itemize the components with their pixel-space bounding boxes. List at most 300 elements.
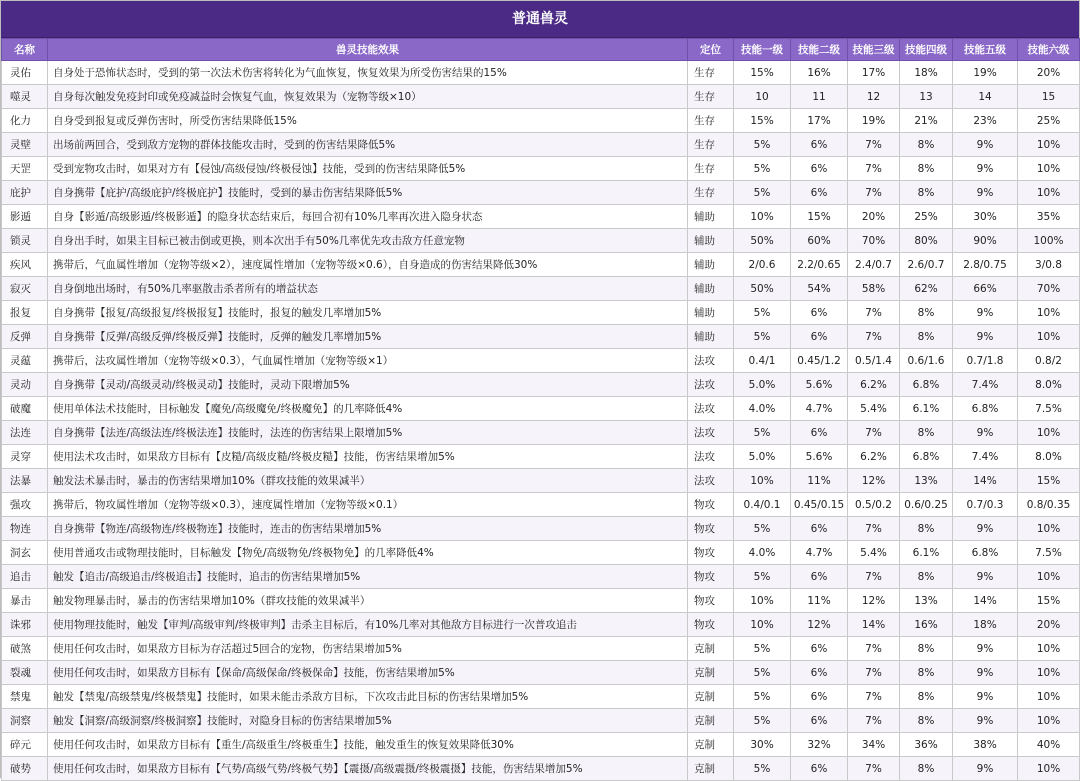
skill-name-cell: 反弹 (2, 325, 48, 349)
table-row (2, 613, 1080, 637)
skill-name-cell: 禁鬼 (2, 685, 48, 709)
level-3-cell: 2.4/0.7 (848, 253, 900, 277)
level-1-cell: 50% (734, 229, 791, 253)
skill-effect-cell: 出场前两回合，受到敌方宠物的群体技能攻击时，受到的伤害结果降低5% (48, 133, 688, 157)
level-3-cell: 20% (848, 205, 900, 229)
level-2-cell: 6% (791, 661, 848, 685)
table-row (2, 517, 1080, 541)
level-5-cell: 7.4% (953, 445, 1018, 469)
skill-effect-cell: 自身处于恐怖状态时，受到的第一次法术伤害将转化为气血恢复，恢复效果为所受伤害结果的15% (48, 61, 688, 85)
level-4-cell: 21% (900, 109, 953, 133)
level-4-cell: 6.8% (900, 445, 953, 469)
level-6-cell: 10% (1018, 565, 1080, 589)
skill-name-cell: 灵穿 (2, 445, 48, 469)
level-5-cell: 0.7/0.3 (953, 493, 1018, 517)
level-3-cell: 7% (848, 517, 900, 541)
skill-position-cell: 生存 (688, 181, 734, 205)
level-6-cell: 10% (1018, 301, 1080, 325)
skill-position-cell: 克制 (688, 709, 734, 733)
table-row (2, 229, 1080, 253)
skill-table (1, 38, 1080, 781)
skill-name-cell: 法暴 (2, 469, 48, 493)
skill-effect-cell: 自身携带【物连/高级物连/终极物连】技能时，连击的伤害结果增加5% (48, 517, 688, 541)
level-4-cell: 18% (900, 61, 953, 85)
skill-effect-cell: 携带后，气血属性增加（宠物等级×2），速度属性增加（宠物等级×0.6），自身造成的伤害结果降低30% (48, 253, 688, 277)
level-6-cell: 0.8/2 (1018, 349, 1080, 373)
level-3-cell: 12% (848, 589, 900, 613)
level-4-cell: 6.8% (900, 373, 953, 397)
level-5-cell: 0.7/1.8 (953, 349, 1018, 373)
level-2-cell: 0.45/0.15 (791, 493, 848, 517)
level-2-cell: 11% (791, 589, 848, 613)
level-1-cell: 15% (734, 61, 791, 85)
level-3-cell: 12 (848, 85, 900, 109)
level-2-cell: 6% (791, 637, 848, 661)
level-4-cell: 8% (900, 757, 953, 781)
skill-name-cell: 诛邪 (2, 613, 48, 637)
skill-name-cell: 灵壁 (2, 133, 48, 157)
level-5-cell: 18% (953, 613, 1018, 637)
skill-effect-cell: 触发物理暴击时，暴击的伤害结果增加10%（群攻技能的效果减半） (48, 589, 688, 613)
level-6-cell: 10% (1018, 325, 1080, 349)
table-row (2, 397, 1080, 421)
level-5-cell: 6.8% (953, 541, 1018, 565)
level-1-cell: 15% (734, 109, 791, 133)
skill-position-cell: 法攻 (688, 397, 734, 421)
level-4-cell: 62% (900, 277, 953, 301)
skill-name-cell: 破魔 (2, 397, 48, 421)
level-4-cell: 6.1% (900, 541, 953, 565)
level-2-cell: 16% (791, 61, 848, 85)
skill-position-cell: 生存 (688, 157, 734, 181)
level-6-cell: 20% (1018, 613, 1080, 637)
level-6-cell: 35% (1018, 205, 1080, 229)
skill-position-cell: 克制 (688, 685, 734, 709)
table-row (2, 61, 1080, 85)
skill-position-cell: 法攻 (688, 349, 734, 373)
level-6-cell: 40% (1018, 733, 1080, 757)
level-6-cell: 70% (1018, 277, 1080, 301)
skill-effect-cell: 触发法术暴击时，暴击的伤害结果增加10%（群攻技能的效果减半） (48, 469, 688, 493)
skill-effect-cell: 自身携带【庇护/高级庇护/终极庇护】技能时，受到的暴击伤害结果降低5% (48, 181, 688, 205)
table-row (2, 205, 1080, 229)
level-2-cell: 6% (791, 133, 848, 157)
level-4-cell: 80% (900, 229, 953, 253)
level-1-cell: 5% (734, 757, 791, 781)
level-5-cell: 9% (953, 421, 1018, 445)
level-3-cell: 7% (848, 565, 900, 589)
level-6-cell: 15% (1018, 589, 1080, 613)
level-6-cell: 10% (1018, 157, 1080, 181)
level-6-cell: 20% (1018, 61, 1080, 85)
level-1-cell: 5% (734, 565, 791, 589)
table-row (2, 757, 1080, 781)
skill-effect-cell: 使用任何攻击时，如果敌方目标有【保命/高级保命/终极保命】技能，伤害结果增加5% (48, 661, 688, 685)
level-5-cell: 23% (953, 109, 1018, 133)
level-2-cell: 6% (791, 565, 848, 589)
level-2-cell: 6% (791, 325, 848, 349)
level-6-cell: 10% (1018, 181, 1080, 205)
skill-position-cell: 物攻 (688, 541, 734, 565)
skill-position-cell: 辅助 (688, 301, 734, 325)
level-1-cell: 10% (734, 205, 791, 229)
skill-position-cell: 生存 (688, 133, 734, 157)
skill-effect-cell: 使用任何攻击时，如果敌方目标为存活超过5回合的宠物，伤害结果增加5% (48, 637, 688, 661)
level-4-cell: 8% (900, 301, 953, 325)
level-5-cell: 7.4% (953, 373, 1018, 397)
level-3-cell: 7% (848, 709, 900, 733)
level-5-cell: 9% (953, 661, 1018, 685)
level-5-cell: 14% (953, 469, 1018, 493)
skill-effect-cell: 使用任何攻击时，如果敌方目标有【重生/高级重生/终极重生】技能，触发重生的恢复效果降低30% (48, 733, 688, 757)
table-row (2, 685, 1080, 709)
table-row (2, 325, 1080, 349)
skill-effect-cell: 自身倒地出场时，有50%几率驱散击杀者所有的增益状态 (48, 277, 688, 301)
skill-name-cell: 锁灵 (2, 229, 48, 253)
level-2-cell: 6% (791, 157, 848, 181)
level-3-cell: 7% (848, 133, 900, 157)
level-2-cell: 5.6% (791, 373, 848, 397)
level-2-cell: 54% (791, 277, 848, 301)
level-2-cell: 11 (791, 85, 848, 109)
level-1-cell: 10% (734, 613, 791, 637)
skill-name-cell: 灵蕴 (2, 349, 48, 373)
skill-effect-cell: 使用单体法术技能时，目标触发【魔免/高级魔免/终极魔免】的几率降低4% (48, 397, 688, 421)
level-3-cell: 7% (848, 757, 900, 781)
skill-name-cell: 碎元 (2, 733, 48, 757)
level-6-cell: 7.5% (1018, 397, 1080, 421)
level-4-cell: 16% (900, 613, 953, 637)
table-row (2, 157, 1080, 181)
level-4-cell: 8% (900, 157, 953, 181)
skill-name-cell: 化力 (2, 109, 48, 133)
header-effect: 兽灵技能效果 (48, 39, 688, 61)
table-row (2, 85, 1080, 109)
header-level-5: 技能五级 (953, 39, 1018, 61)
level-4-cell: 8% (900, 181, 953, 205)
table-row (2, 301, 1080, 325)
skill-name-cell: 报复 (2, 301, 48, 325)
table-row (2, 709, 1080, 733)
level-2-cell: 6% (791, 181, 848, 205)
level-5-cell: 6.8% (953, 397, 1018, 421)
level-1-cell: 5% (734, 685, 791, 709)
level-1-cell: 30% (734, 733, 791, 757)
skill-position-cell: 物攻 (688, 613, 734, 637)
level-2-cell: 6% (791, 685, 848, 709)
skill-effect-cell: 携带后，法攻属性增加（宠物等级×0.3），气血属性增加（宠物等级×1） (48, 349, 688, 373)
table-row (2, 541, 1080, 565)
skill-position-cell: 法攻 (688, 469, 734, 493)
skill-name-cell: 庇护 (2, 181, 48, 205)
level-5-cell: 9% (953, 685, 1018, 709)
level-5-cell: 14% (953, 589, 1018, 613)
level-2-cell: 12% (791, 613, 848, 637)
level-5-cell: 66% (953, 277, 1018, 301)
table-row (2, 109, 1080, 133)
skill-name-cell: 灵佑 (2, 61, 48, 85)
level-3-cell: 7% (848, 685, 900, 709)
table-row (2, 589, 1080, 613)
skill-name-cell: 天罡 (2, 157, 48, 181)
skill-effect-cell: 自身每次触发免疫封印或免疫减益时会恢复气血，恢复效果为（宠物等级×10） (48, 85, 688, 109)
level-3-cell: 5.4% (848, 397, 900, 421)
level-1-cell: 5% (734, 325, 791, 349)
table-row (2, 253, 1080, 277)
level-2-cell: 60% (791, 229, 848, 253)
level-6-cell: 8.0% (1018, 373, 1080, 397)
level-6-cell: 10% (1018, 517, 1080, 541)
level-1-cell: 2/0.6 (734, 253, 791, 277)
skill-effect-cell: 使用物理技能时，触发【审判/高级审判/终极审判】击杀主目标后，有10%几率对其他敌方目标进行一次普攻追击 (48, 613, 688, 637)
level-4-cell: 8% (900, 133, 953, 157)
level-1-cell: 5% (734, 157, 791, 181)
table-row (2, 373, 1080, 397)
level-6-cell: 10% (1018, 637, 1080, 661)
skill-name-cell: 追击 (2, 565, 48, 589)
level-1-cell: 5% (734, 133, 791, 157)
skill-name-cell: 疾风 (2, 253, 48, 277)
level-2-cell: 32% (791, 733, 848, 757)
level-6-cell: 25% (1018, 109, 1080, 133)
level-2-cell: 17% (791, 109, 848, 133)
level-2-cell: 4.7% (791, 397, 848, 421)
level-4-cell: 8% (900, 325, 953, 349)
level-6-cell: 3/0.8 (1018, 253, 1080, 277)
skill-position-cell: 物攻 (688, 517, 734, 541)
level-5-cell: 9% (953, 565, 1018, 589)
level-3-cell: 19% (848, 109, 900, 133)
level-2-cell: 11% (791, 469, 848, 493)
level-3-cell: 7% (848, 325, 900, 349)
skill-effect-cell: 自身携带【反弹/高级反弹/终极反弹】技能时，反弹的触发几率增加5% (48, 325, 688, 349)
level-5-cell: 90% (953, 229, 1018, 253)
level-2-cell: 0.45/1.2 (791, 349, 848, 373)
level-1-cell: 5% (734, 661, 791, 685)
level-3-cell: 7% (848, 301, 900, 325)
skill-position-cell: 物攻 (688, 565, 734, 589)
level-4-cell: 0.6/1.6 (900, 349, 953, 373)
table-row (2, 421, 1080, 445)
skill-name-cell: 灵动 (2, 373, 48, 397)
level-5-cell: 38% (953, 733, 1018, 757)
skill-position-cell: 生存 (688, 61, 734, 85)
level-4-cell: 8% (900, 421, 953, 445)
skill-name-cell: 强攻 (2, 493, 48, 517)
level-3-cell: 0.5/0.2 (848, 493, 900, 517)
skill-effect-cell: 触发【追击/高级追击/终极追击】技能时，追击的伤害结果增加5% (48, 565, 688, 589)
skill-effect-cell: 自身携带【灵动/高级灵动/终极灵动】技能时，灵动下限增加5% (48, 373, 688, 397)
header-level-3: 技能三级 (848, 39, 900, 61)
level-5-cell: 30% (953, 205, 1018, 229)
level-4-cell: 8% (900, 685, 953, 709)
level-5-cell: 14 (953, 85, 1018, 109)
skill-position-cell: 物攻 (688, 589, 734, 613)
skill-effect-cell: 自身携带【报复/高级报复/终极报复】技能时，报复的触发几率增加5% (48, 301, 688, 325)
table-row (2, 349, 1080, 373)
skill-effect-cell: 自身受到报复或反弹伤害时，所受伤害结果降低15% (48, 109, 688, 133)
level-3-cell: 6.2% (848, 373, 900, 397)
level-6-cell: 10% (1018, 685, 1080, 709)
level-6-cell: 10% (1018, 757, 1080, 781)
header-level-6: 技能六级 (1018, 39, 1080, 61)
level-4-cell: 13% (900, 589, 953, 613)
skill-name-cell: 物连 (2, 517, 48, 541)
skill-position-cell: 克制 (688, 757, 734, 781)
level-4-cell: 0.6/0.25 (900, 493, 953, 517)
skill-position-cell: 辅助 (688, 277, 734, 301)
level-3-cell: 6.2% (848, 445, 900, 469)
level-4-cell: 8% (900, 637, 953, 661)
level-3-cell: 7% (848, 421, 900, 445)
header-name: 名称 (2, 39, 48, 61)
skill-position-cell: 生存 (688, 85, 734, 109)
level-6-cell: 15% (1018, 469, 1080, 493)
skill-position-cell: 法攻 (688, 445, 734, 469)
level-4-cell: 8% (900, 517, 953, 541)
skill-position-cell: 辅助 (688, 205, 734, 229)
level-2-cell: 15% (791, 205, 848, 229)
level-1-cell: 50% (734, 277, 791, 301)
skill-position-cell: 辅助 (688, 325, 734, 349)
table-row (2, 661, 1080, 685)
level-4-cell: 8% (900, 709, 953, 733)
level-3-cell: 70% (848, 229, 900, 253)
level-2-cell: 5.6% (791, 445, 848, 469)
level-3-cell: 34% (848, 733, 900, 757)
level-4-cell: 13% (900, 469, 953, 493)
level-3-cell: 7% (848, 661, 900, 685)
skill-effect-cell: 携带后，物攻属性增加（宠物等级×0.3），速度属性增加（宠物等级×0.1） (48, 493, 688, 517)
skill-effect-cell: 自身【影遁/高级影遁/终极影遁】的隐身状态结束后，每回合初有10%几率再次进入隐身状态 (48, 205, 688, 229)
skill-position-cell: 法攻 (688, 373, 734, 397)
level-1-cell: 5% (734, 709, 791, 733)
skill-name-cell: 暴击 (2, 589, 48, 613)
header-level-4: 技能四级 (900, 39, 953, 61)
table-row (2, 445, 1080, 469)
level-6-cell: 8.0% (1018, 445, 1080, 469)
level-2-cell: 6% (791, 757, 848, 781)
level-4-cell: 6.1% (900, 397, 953, 421)
level-4-cell: 8% (900, 661, 953, 685)
level-3-cell: 7% (848, 157, 900, 181)
table-row (2, 637, 1080, 661)
level-4-cell: 2.6/0.7 (900, 253, 953, 277)
level-5-cell: 9% (953, 301, 1018, 325)
skill-effect-cell: 使用任何攻击时，如果敌方目标有【气势/高级气势/终极气势】【震摄/高级震摄/终极震摄】技能，伤害结果增加5% (48, 757, 688, 781)
table-row (2, 133, 1080, 157)
skill-name-cell: 破势 (2, 757, 48, 781)
skill-name-cell: 法连 (2, 421, 48, 445)
level-1-cell: 4.0% (734, 541, 791, 565)
level-3-cell: 7% (848, 181, 900, 205)
level-1-cell: 0.4/0.1 (734, 493, 791, 517)
table-row (2, 565, 1080, 589)
level-2-cell: 6% (791, 517, 848, 541)
level-6-cell: 100% (1018, 229, 1080, 253)
skill-effect-cell: 使用法术攻击时，如果敌方目标有【皮糙/高级皮糙/终极皮糙】技能，伤害结果增加5% (48, 445, 688, 469)
level-6-cell: 15 (1018, 85, 1080, 109)
level-5-cell: 9% (953, 757, 1018, 781)
level-5-cell: 9% (953, 517, 1018, 541)
level-4-cell: 8% (900, 565, 953, 589)
skill-name-cell: 噬灵 (2, 85, 48, 109)
level-3-cell: 14% (848, 613, 900, 637)
skill-effect-cell: 触发【洞察/高级洞察/终极洞察】技能时，对隐身目标的伤害结果增加5% (48, 709, 688, 733)
skill-position-cell: 辅助 (688, 229, 734, 253)
skill-effect-cell: 触发【禁鬼/高级禁鬼/终极禁鬼】技能时，如果未能击杀敌方目标，下次攻击此目标的伤害结果增加5% (48, 685, 688, 709)
level-1-cell: 5% (734, 517, 791, 541)
header-row (2, 39, 1080, 61)
table-row (2, 277, 1080, 301)
skill-effect-cell: 自身携带【法连/高级法连/终极法连】技能时，法连的伤害结果上限增加5% (48, 421, 688, 445)
skill-position-cell: 法攻 (688, 421, 734, 445)
table-title: 普通兽灵 (1, 1, 1079, 38)
level-6-cell: 7.5% (1018, 541, 1080, 565)
header-level-1: 技能一级 (734, 39, 791, 61)
skill-effect-cell: 受到宠物攻击时，如果对方有【侵蚀/高级侵蚀/终极侵蚀】技能，受到的伤害结果降低5% (48, 157, 688, 181)
level-1-cell: 10% (734, 469, 791, 493)
skill-position-cell: 辅助 (688, 253, 734, 277)
level-5-cell: 9% (953, 709, 1018, 733)
skill-name-cell: 洞玄 (2, 541, 48, 565)
skill-name-cell: 影遁 (2, 205, 48, 229)
level-3-cell: 7% (848, 637, 900, 661)
level-1-cell: 5.0% (734, 373, 791, 397)
level-4-cell: 13 (900, 85, 953, 109)
table-row (2, 733, 1080, 757)
level-2-cell: 6% (791, 421, 848, 445)
skill-effect-cell: 自身出手时，如果主目标已被击倒或更换，则本次出手有50%几率优先攻击敌方任意宠物 (48, 229, 688, 253)
skill-position-cell: 物攻 (688, 493, 734, 517)
level-1-cell: 10 (734, 85, 791, 109)
level-4-cell: 25% (900, 205, 953, 229)
level-5-cell: 19% (953, 61, 1018, 85)
level-3-cell: 5.4% (848, 541, 900, 565)
level-4-cell: 36% (900, 733, 953, 757)
level-2-cell: 2.2/0.65 (791, 253, 848, 277)
header-level-2: 技能二级 (791, 39, 848, 61)
skill-name-cell: 破煞 (2, 637, 48, 661)
level-6-cell: 10% (1018, 421, 1080, 445)
level-5-cell: 9% (953, 637, 1018, 661)
skill-position-cell: 克制 (688, 661, 734, 685)
level-1-cell: 5% (734, 181, 791, 205)
level-6-cell: 10% (1018, 133, 1080, 157)
skill-position-cell: 克制 (688, 637, 734, 661)
level-3-cell: 12% (848, 469, 900, 493)
skill-name-cell: 裂魂 (2, 661, 48, 685)
level-5-cell: 2.8/0.75 (953, 253, 1018, 277)
level-5-cell: 9% (953, 181, 1018, 205)
level-6-cell: 0.8/0.35 (1018, 493, 1080, 517)
level-6-cell: 10% (1018, 709, 1080, 733)
skill-effect-cell: 使用普通攻击或物理技能时，目标触发【物免/高级物免/终极物免】的几率降低4% (48, 541, 688, 565)
level-1-cell: 5% (734, 301, 791, 325)
skill-position-cell: 克制 (688, 733, 734, 757)
level-2-cell: 4.7% (791, 541, 848, 565)
level-6-cell: 10% (1018, 661, 1080, 685)
skill-position-cell: 生存 (688, 109, 734, 133)
level-5-cell: 9% (953, 133, 1018, 157)
level-1-cell: 10% (734, 589, 791, 613)
level-1-cell: 5.0% (734, 445, 791, 469)
table-row (2, 181, 1080, 205)
skill-name-cell: 洞察 (2, 709, 48, 733)
level-1-cell: 5% (734, 637, 791, 661)
level-2-cell: 6% (791, 301, 848, 325)
level-3-cell: 58% (848, 277, 900, 301)
